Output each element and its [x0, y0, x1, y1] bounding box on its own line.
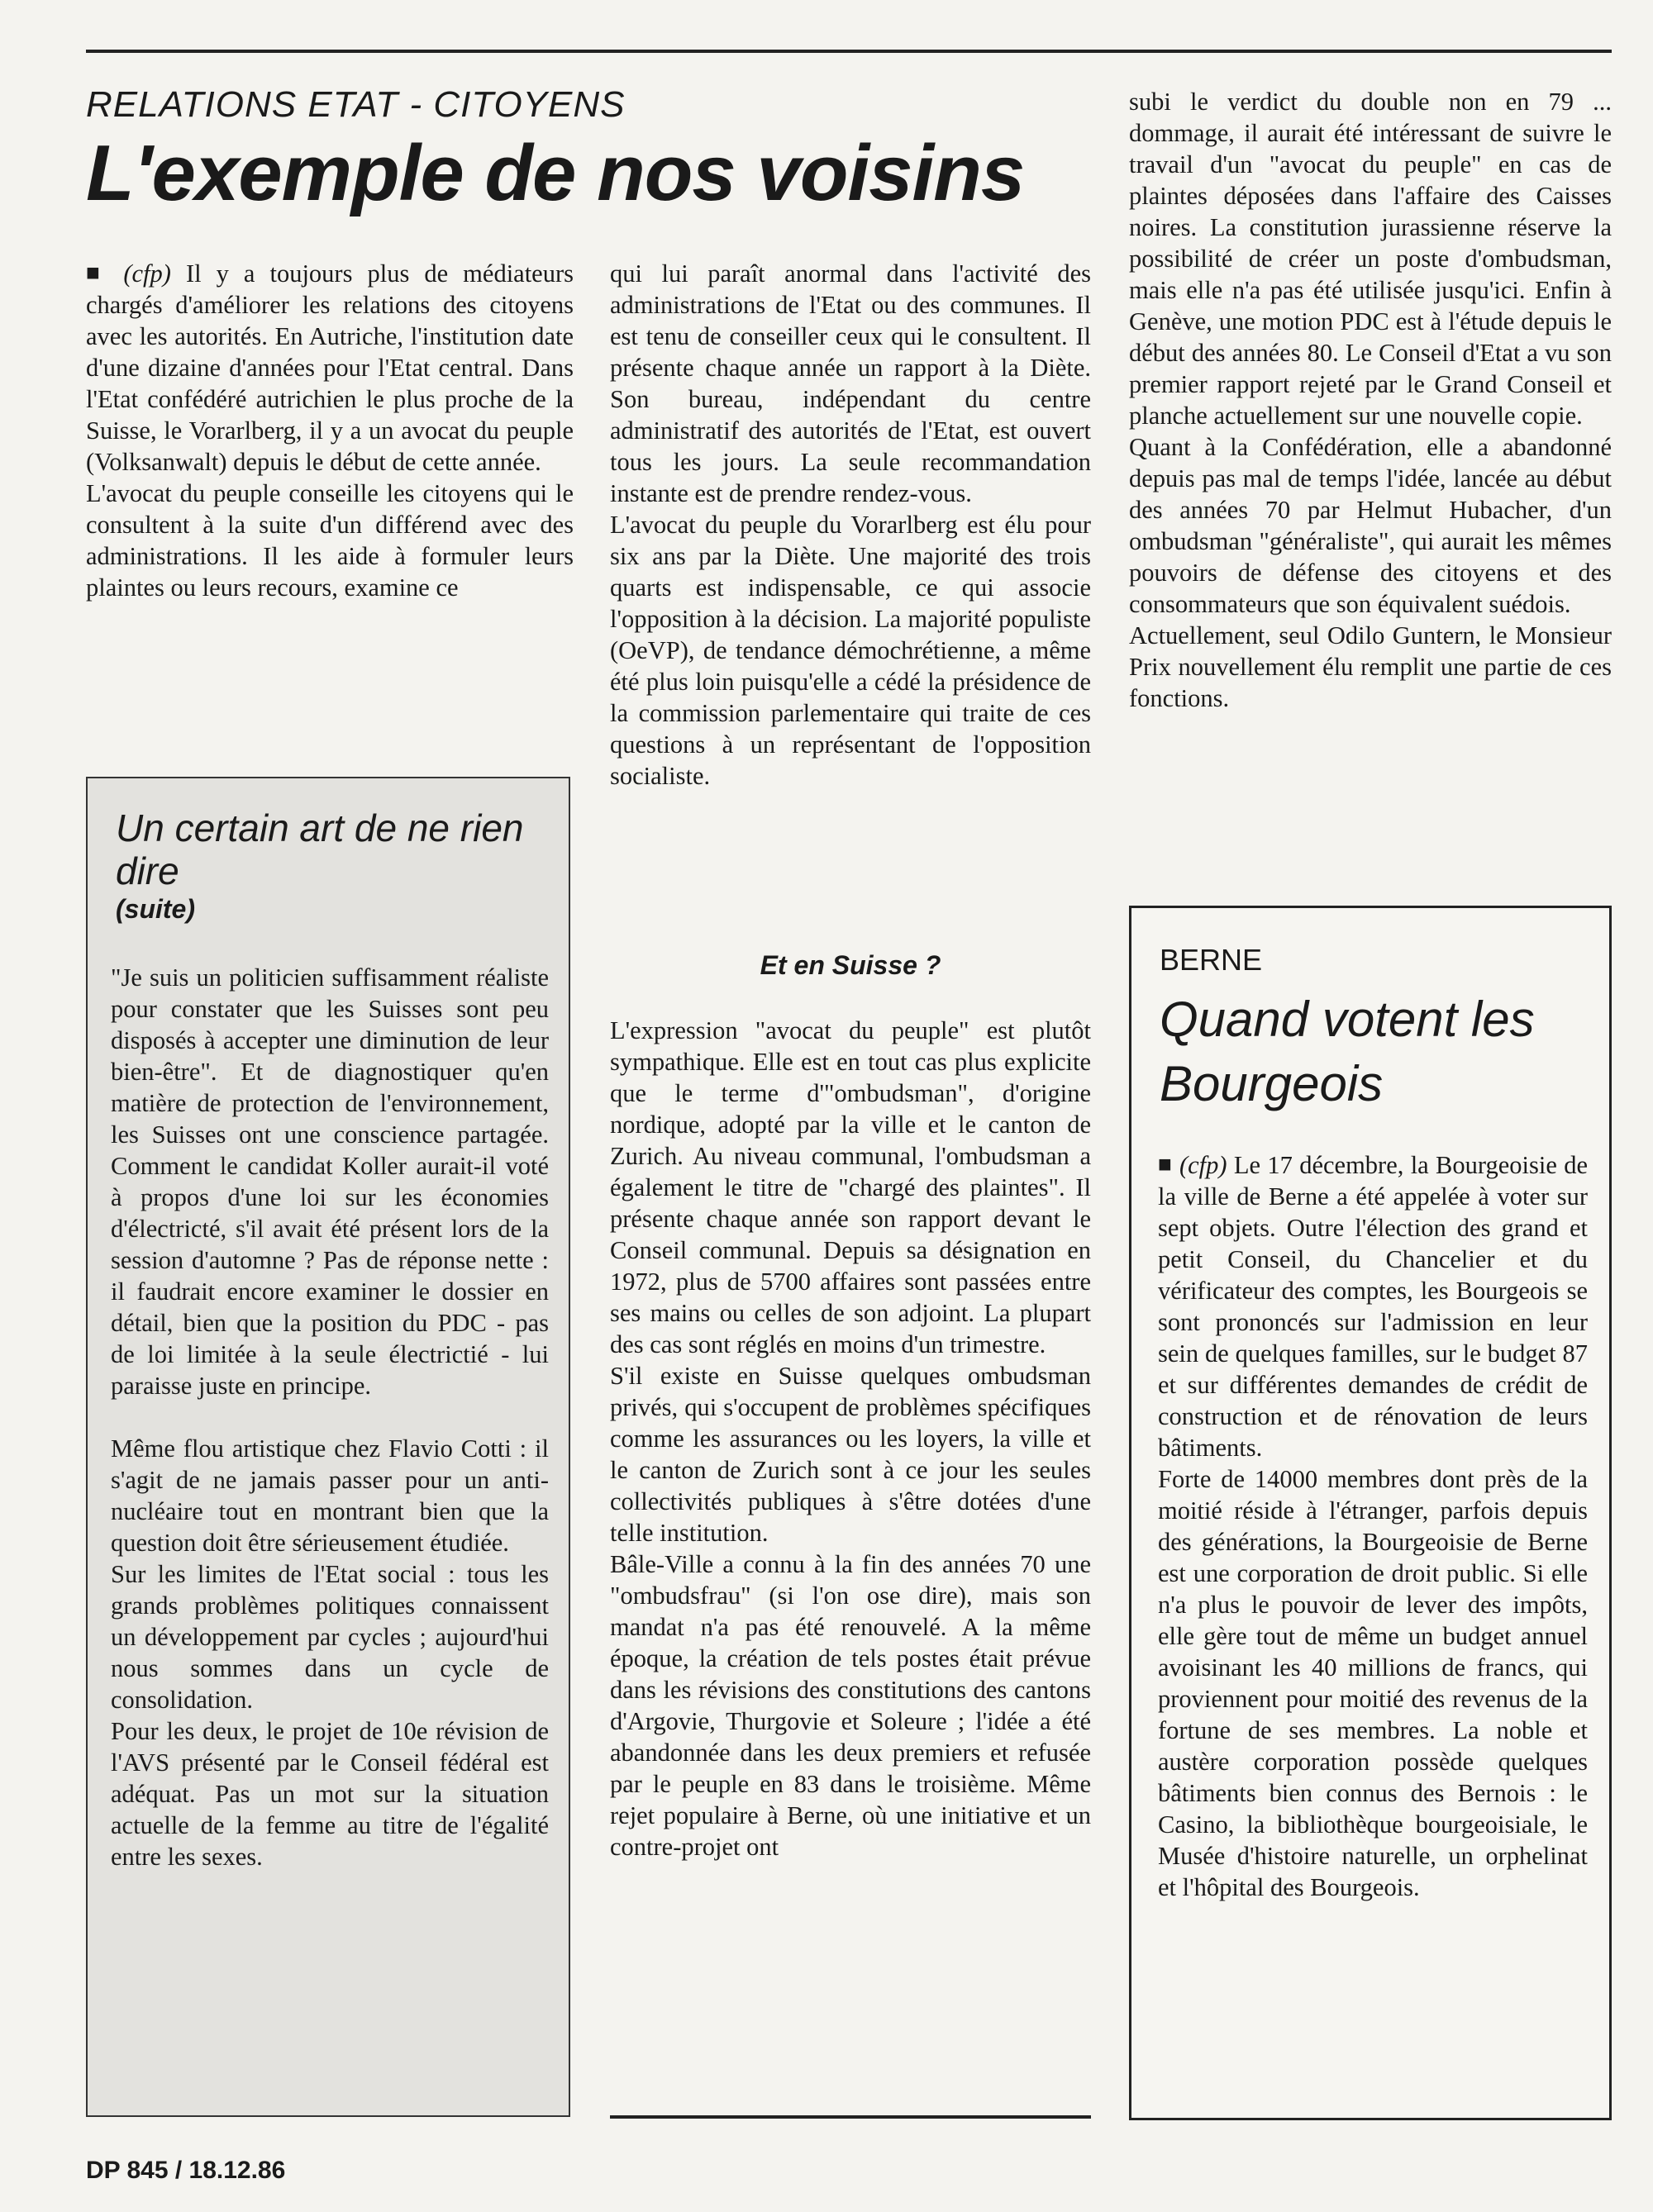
article-column-2 — [610, 258, 1091, 792]
sidebar-suite-label: (suite) — [116, 894, 195, 924]
article-headline: L'exemple de nos voisins — [86, 129, 1025, 217]
article-paragraph: L'expression "avocat du peuple" est plutôt sympathique. Elle est en tout cas plus explicite que le terme d'"ombudsman", d'origine nordique, adopté par la ville et le canton de Zurich. Au niveau communal, l'ombudsman a également le titre de "chargé des plaintes". Il présente chaque année son rapport devant le Conseil communal. Depuis sa désignation en 1972, plus de 5700 affaires sont passées entre ses mains ou celles de son adjoint. La plupart des cas sont réglés en moins d'un trimestre. — [610, 1016, 1091, 1358]
article-column-3 — [1129, 86, 1612, 714]
box-body — [1158, 1149, 1588, 1903]
article-kicker: RELATIONS ETAT - CITOYENS — [86, 84, 626, 125]
sidebar-paragraph: Pour les deux, le projet de 10e révision de l'AVS présenté par le Conseil fédéral est adéquat. Pas un mot sur la situation actuelle de la femme au titre de l'égalité entre les sexes. — [111, 1717, 549, 1871]
article-paragraph: L'avocat du peuple conseille les citoyens qui le consultent à la suite d'un différend avec des administrations. Il les aide à formuler leurs plaintes ou leurs recours, examine ce — [86, 479, 574, 602]
berne-box — [1129, 906, 1612, 2120]
article-paragraph: subi le verdict du double non en 79 ... dommage, il aurait été intéressant de suivre le travail d'un "avocat du peuple" en cas de plaintes déposées dans l'affaire des Caisses noires. La constitution jurassienne réserve la possibilité de créer un poste d'ombudsman, mais elle n'a pas été utilisée jusqu'ici. Enfin à Genève, une motion PDC est à l'étude depuis le début des années 80. Le Conseil d'Etat a vu son premier rapport rejeté par le Grand Conseil et planche actuellement sur une nouvelle copie. — [1129, 88, 1612, 430]
article-paragraph: S'il existe en Suisse quelques ombudsman privés, qui s'occupent de problèmes spécifiques comme les assurances ou les loyers, la ville et le canton de Zurich sont à ce jour les seules collectivités publiques à s'être dotées d'une telle institution. — [610, 1362, 1091, 1547]
box-kicker: BERNE — [1160, 943, 1263, 977]
article-lead-paragraph — [86, 258, 574, 478]
sidebar-paragraph: "Je suis un politicien suffisamment réaliste pour constater que les Suisses sont peu disposés à accepter une diminution de leur bien-être". Et de diagnostiquer qu'en matière de protection de l'environnement, les Suisses ont une conscience partagée. Comment le candidat Koller aurait-il voté à propos d'une loi sur les économies d'électricté, s'il avait été présent lors de la session d'automne ? Pas de réponse nette : il faudrait encore examiner le dossier en détail, bien que la position du PDC - pas de loi limitée à la seule électrictié - lui paraisse juste en principe. — [111, 963, 549, 1400]
article-paragraph: L'avocat du peuple du Vorarlberg est élu pour six ans par la Diète. Une majorité des trois quarts est indispensable, ce qui associe l'opposition à la décision. La majorité populiste (OeVP), de tendance démochrétienne, a même été plus loin puisqu'elle a cédé la présidence de la commission parlementaire qui traite de ces questions à un représentant de l'opposition socialiste. — [610, 511, 1091, 790]
column-end-rule — [610, 2115, 1091, 2119]
top-rule — [86, 50, 1612, 53]
sidebar-body — [111, 962, 549, 1872]
box-title: Quand votent les Bourgeois — [1160, 992, 1535, 1111]
article-paragraph: Bâle-Ville a connu à la fin des années 70 une "ombudsfrau" (si l'on ose dire), mais son mandat n'a pas été renouvelé. A la même époque, la création de tels postes était prévue dans les révisions des constitutions des cantons d'Argovie, Thurgovie et Soleure ; l'idée a été abandonnée dans les deux premiers et refusée par le peuple en 83 dans le troisième. Même rejet populaire à Berne, où une initiative et un contre-projet ont — [610, 1550, 1091, 1861]
article-subhead: Et en Suisse ? — [760, 950, 941, 980]
source-tag: (cfp) — [1179, 1151, 1227, 1179]
sidebar-title: Un certain art de ne rien dire — [116, 806, 524, 892]
box-paragraph: Forte de 14000 membres dont près de la moitié réside à l'étranger, parfois depuis des générations, la Bourgeoisie de Berne est une corporation de droit public. Si elle n'a plus le pouvoir de lever des impôts, elle gère tout de même un budget annuel avoisinant les 40 millions de francs, qui proviennent pour moitié des revenus de la fortune de ses membres. La noble et austère corporation possède quelques bâtiments bien connus des Bernois : le Casino, la bibliothèque bourgeoisiale, le Musée d'histoire naturelle, un orphelinat et l'hôpital des Bourgeois. — [1158, 1465, 1588, 1901]
sidebar-paragraph: Sur les limites de l'Etat social : tous les grands problèmes politiques connaissent un développement par cycles ; aujourd'hui nous sommes dans un cycle de consolidation. — [111, 1560, 549, 1714]
lead-text: Il y a toujours plus de médiateurs chargés d'améliorer les relations des citoyens avec les autorités. En Autriche, l'institution date d'une dizaine d'années pour l'Etat central. Dans l'Etat confédéré autrichien le plus proche de la Suisse, le Vorarlberg, il y a un avocat du peuple (Volksanwalt) depuis le début de cette année. — [86, 259, 574, 476]
bullet-square-icon: ■ — [1158, 1152, 1173, 1177]
article-column-2-continued — [610, 1015, 1091, 1862]
sidebar-paragraph: Même flou artistique chez Flavio Cotti : il s'agit de ne jamais passer pour un anti-nucléaire tout en montrant bien que la question doit être sérieusement étudiée. — [111, 1434, 549, 1557]
bullet-square-icon: ■ — [86, 260, 109, 286]
source-tag: (cfp) — [123, 259, 171, 288]
box-lead-text: Le 17 décembre, la Bourgeoisie de la ville de Berne a été appelée à voter sur sept objets. Outre l'élection des grand et petit Conseil, du Chancelier et du vérificateur des comptes, les Bourgeois se sont prononcés sur l'admission en leur sein de quelques familles, sur le budget 87 et sur différentes demandes de crédit de construction et de rénovation de leurs bâtiments. — [1158, 1151, 1589, 1462]
box-lead-paragraph — [1158, 1149, 1588, 1463]
issue-footer: DP 845 / 18.12.86 — [86, 2157, 286, 2184]
sidebar-box — [86, 777, 570, 2117]
article-paragraph: Actuellement, seul Odilo Guntern, le Monsieur Prix nouvellement élu remplit une partie de ces fonctions. — [1129, 621, 1612, 712]
article-column-1 — [86, 258, 574, 603]
article-paragraph: qui lui paraît anormal dans l'activité des administrations de l'Etat ou des communes. Il est tenu de conseiller ceux qui le consultent. Il présente chaque année un rapport à la Diète. Son bureau, indépendant du centre administratif des autorités de l'Etat, est ouvert tous les jours. La seule recommandation instante est de prendre rendez-vous. — [610, 259, 1091, 507]
article-paragraph: Quant à la Confédération, elle a abandonné depuis pas mal de temps l'idée, lancée au début des années 70 par Helmut Hubacher, d'un ombudsman "généraliste", qui aurait les mêmes pouvoirs de défense des citoyens et des consommateurs que son équivalent suédois. — [1129, 433, 1612, 618]
